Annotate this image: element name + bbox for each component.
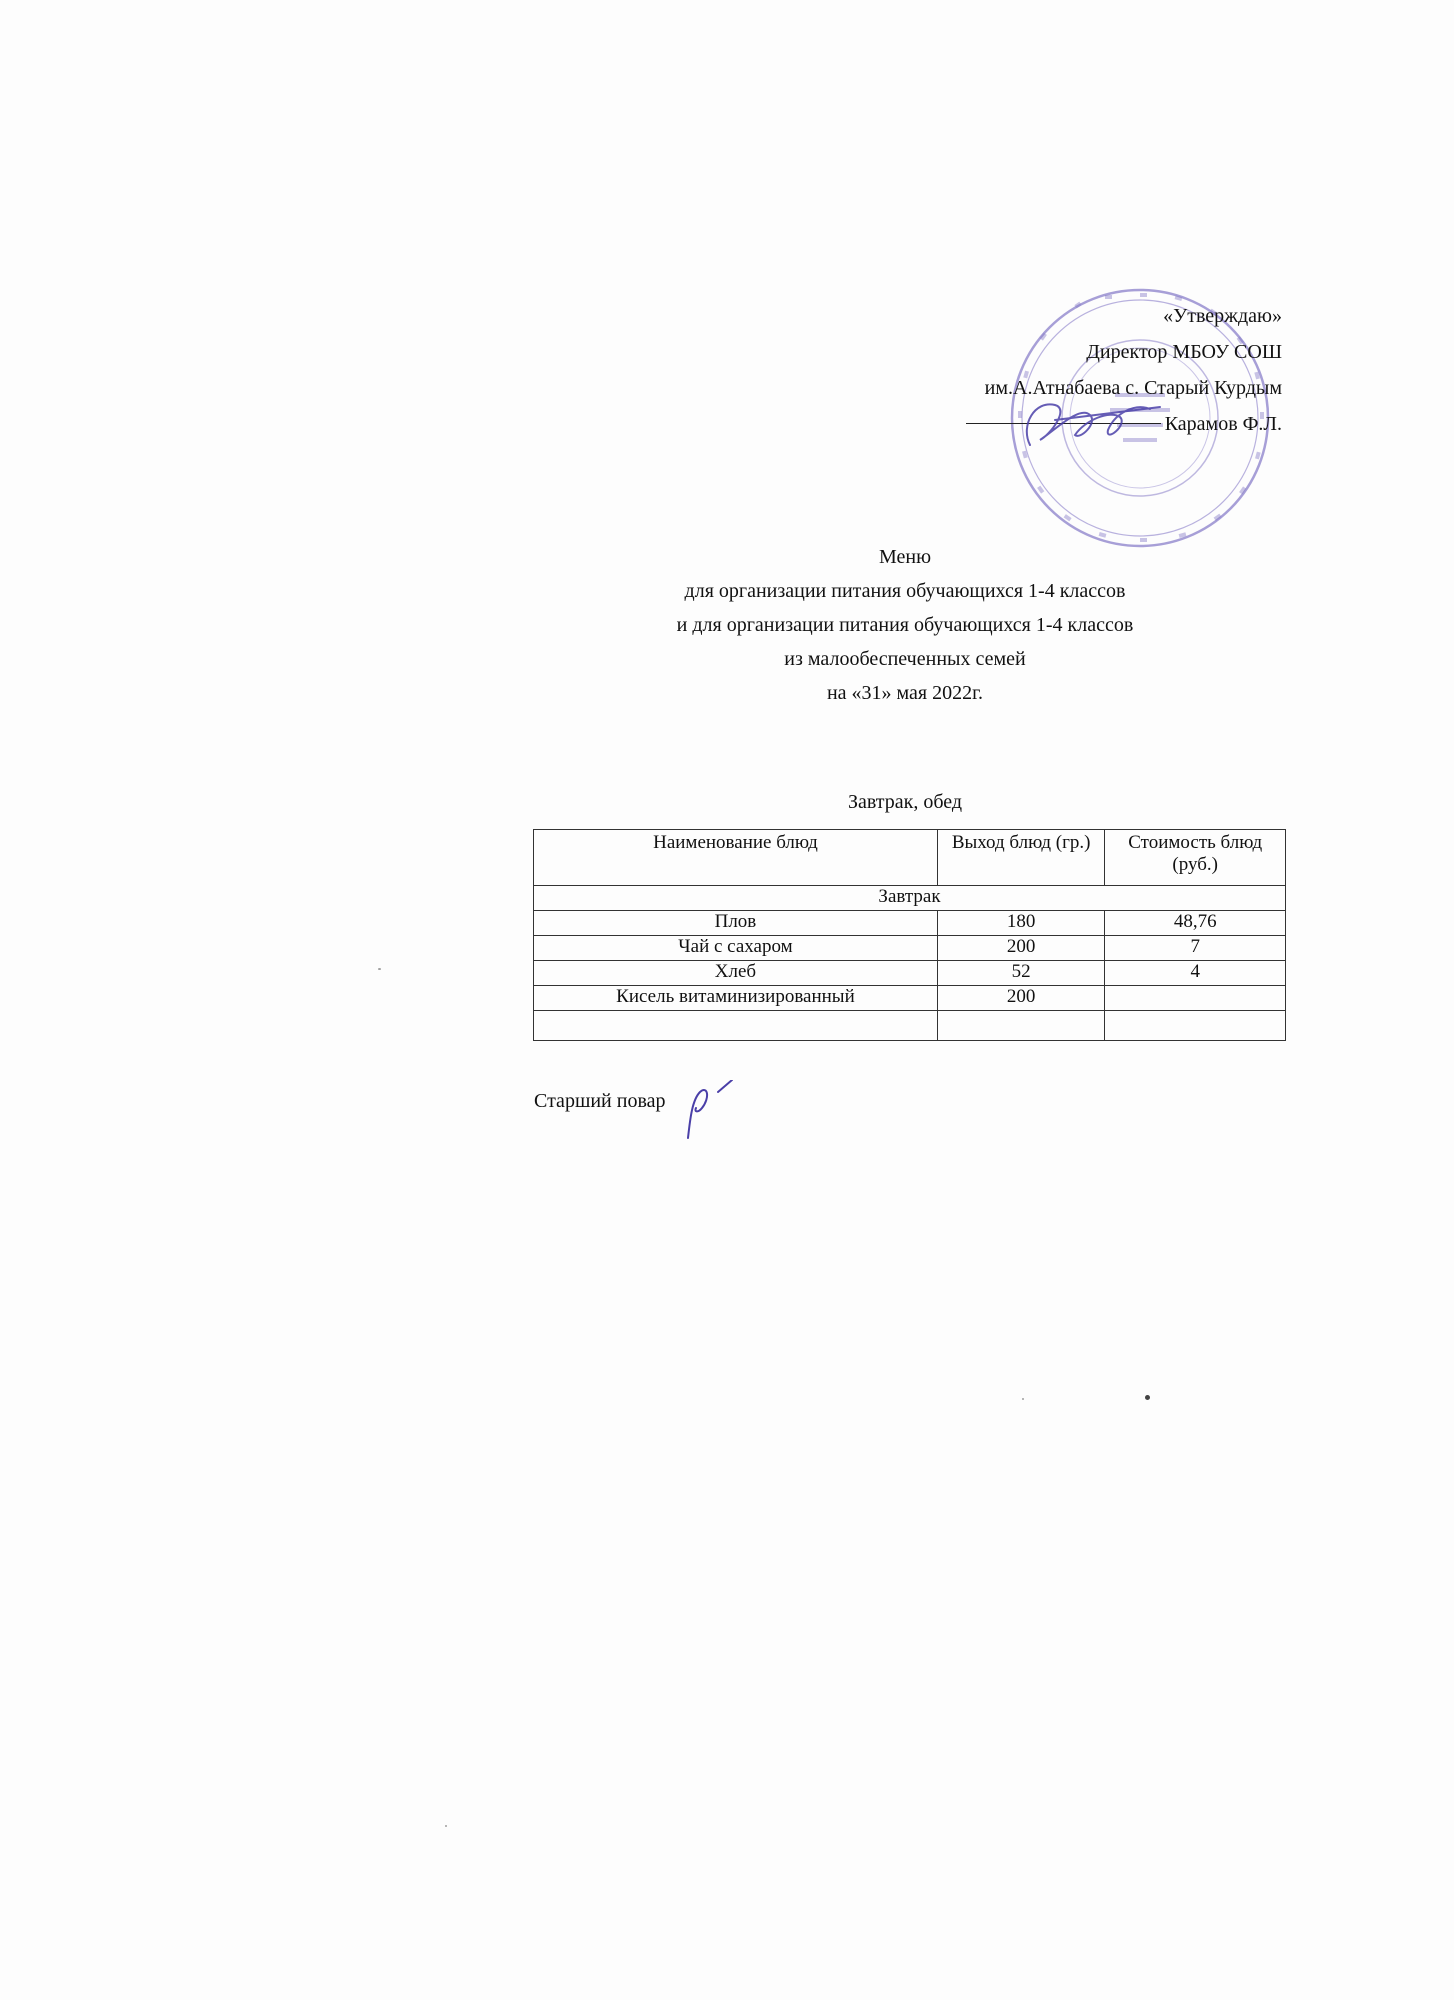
heading-date: на «31» мая 2022г.: [826, 682, 984, 704]
section-breakfast: Завтрак: [534, 886, 1286, 911]
header-dish-name: Наименование блюд: [534, 830, 938, 886]
approval-position: Директор МБОУ СОШ: [1086, 341, 1282, 363]
table-row: [534, 961, 1286, 986]
scan-speck: [1022, 1398, 1024, 1400]
meal-subtitle: Завтрак, обед: [847, 791, 963, 813]
approval-school: им.А.Атнабаева с. Старый Курдым: [984, 377, 1282, 399]
heading-line-4: из малообеспеченных семей: [784, 648, 1026, 670]
approval-director-name: Карамов Ф.Л.: [1164, 413, 1282, 435]
dish-output: 180: [937, 911, 1104, 936]
cook-label: Старший повар: [534, 1090, 666, 1112]
dish-cost: 48,76: [1105, 911, 1286, 936]
dish-cost: 4: [1105, 961, 1286, 986]
scan-speck: [378, 968, 381, 970]
dish-cost: [1105, 986, 1286, 1011]
table-row: [534, 911, 1286, 936]
header-output: Выход блюд (гр.): [937, 830, 1104, 886]
dish-name: Чай с сахаром: [534, 936, 938, 961]
table-row: [534, 936, 1286, 961]
dish-output: 52: [937, 961, 1104, 986]
dish-output: 200: [937, 986, 1104, 1011]
director-signature: [1010, 385, 1185, 460]
dish-name: Кисель витаминизированный: [534, 986, 938, 1011]
table-row-empty: [534, 1011, 1286, 1041]
empty-cell: [937, 1011, 1104, 1041]
empty-cell: [1105, 1011, 1286, 1041]
dish-output: 200: [937, 936, 1104, 961]
scan-speck: [445, 1825, 447, 1827]
menu-heading: [540, 540, 1270, 710]
table-header-row: [534, 830, 1286, 886]
cook-signature: [680, 1080, 760, 1140]
menu-table: [533, 829, 1286, 1041]
dish-name: Хлеб: [534, 961, 938, 986]
table-section-row: [534, 886, 1286, 911]
empty-cell: [534, 1011, 938, 1041]
heading-title: Меню: [878, 546, 932, 568]
approval-title: «Утверждаю»: [1163, 305, 1282, 327]
dish-cost: 7: [1105, 936, 1286, 961]
table-row: [534, 986, 1286, 1011]
heading-line-3: и для организации питания обучающихся 1-4 классов: [676, 614, 1134, 636]
dish-name: Плов: [534, 911, 938, 936]
header-cost: Стоимость блюд (руб.): [1105, 830, 1286, 886]
scan-speck: [1145, 1395, 1150, 1400]
heading-line-2: для организации питания обучающихся 1-4 классов: [684, 580, 1126, 602]
